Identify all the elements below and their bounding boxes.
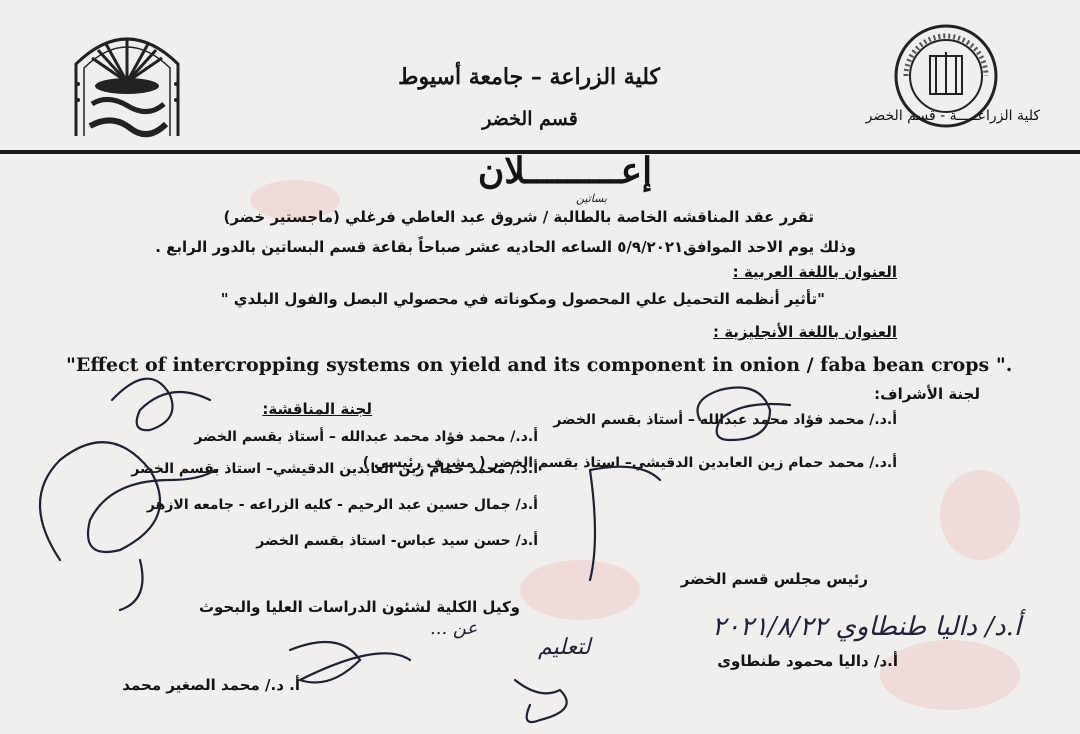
arabic-title: "تأثير أنظمه التحميل علي المحصول ومكوناته في محصولي البصل والفول البلدي " bbox=[220, 290, 825, 308]
head-of-department-name: أ.د/ داليا محمود طنطاوى bbox=[717, 652, 898, 670]
announcement-heading: إعـــــــــلان bbox=[477, 150, 653, 192]
discussion-member: أ.د./ محمد فؤاد محمد عبدالله – أستاذ بقسم الخضر bbox=[194, 429, 538, 445]
handwritten-date-note: أ.د/ داليا طنطاوي ٢٠٢١/٨/٢٢ bbox=[712, 612, 1022, 642]
supervision-heading: لجنة الأشراف: bbox=[874, 385, 980, 403]
supervision-member: أ.د./ محمد حمام زين العابدين الدقيشي– استاذ بقسم الخضر ( مشرف رئيسي ) bbox=[362, 455, 897, 471]
discussion-member: أ.د/ حسن سيد عباس- استاذ بقسم الخضر bbox=[256, 533, 538, 549]
english-title: "Effect of intercropping systems on yield and its component in onion / faba bean crops ". bbox=[66, 354, 1013, 376]
discussion-member: أ.د/ جمال حسين عبد الرحيم - كليه الزراعه - جامعه الازهر bbox=[146, 497, 538, 513]
discussion-member: أ.د./ محمد حمام زين العابدين الدقيشي– استاذ بقسم الخضر bbox=[131, 461, 538, 477]
paper-stain bbox=[940, 470, 1020, 560]
vice-dean-name: أ. د./ محمد الصغير محمد bbox=[122, 676, 300, 694]
discussion-heading: لجنة المناقشة: bbox=[262, 400, 372, 418]
body-line-2: وذلك يوم الاحد الموافق٥/٩/٢٠٢١ الساعه الحاديه عشر صباحاً بقاعة قسم البساتين بالدور الرابع . bbox=[155, 238, 856, 256]
body-line-1-note: بساتين bbox=[576, 192, 607, 205]
paper-stain bbox=[880, 640, 1020, 710]
header-department: قسم الخضر bbox=[482, 108, 578, 130]
head-of-department-title: رئيس مجلس قسم الخضر bbox=[680, 570, 868, 588]
arabic-title-heading: العنوان باللغة العربية : bbox=[732, 263, 897, 281]
body-line-1: تقرر عقد المناقشه الخاصة بالطالبة / شروق عبد العاطي فرغلي (ماجستير خضر) bbox=[223, 208, 814, 226]
handwritten-note: لتعليم bbox=[538, 635, 591, 660]
handwritten-note: عن ... bbox=[430, 618, 478, 639]
assiut-calligraphy-logo bbox=[68, 24, 186, 144]
vice-dean-title: وكيل الكلية لشئون الدراسات العليا والبحوث bbox=[198, 598, 520, 616]
header-right-caption: كلية الزراعـــــة - قسم الخضر bbox=[865, 108, 1040, 124]
header-institution: كلية الزراعة – جامعة أسيوط bbox=[398, 64, 660, 90]
english-title-heading: العنوان باللغة الأنجليزية : bbox=[712, 323, 897, 341]
supervision-member: أ.د./ محمد فؤاد محمد عبدالله – أستاذ بقسم الخضر bbox=[553, 412, 897, 428]
paper-stain bbox=[520, 560, 640, 620]
